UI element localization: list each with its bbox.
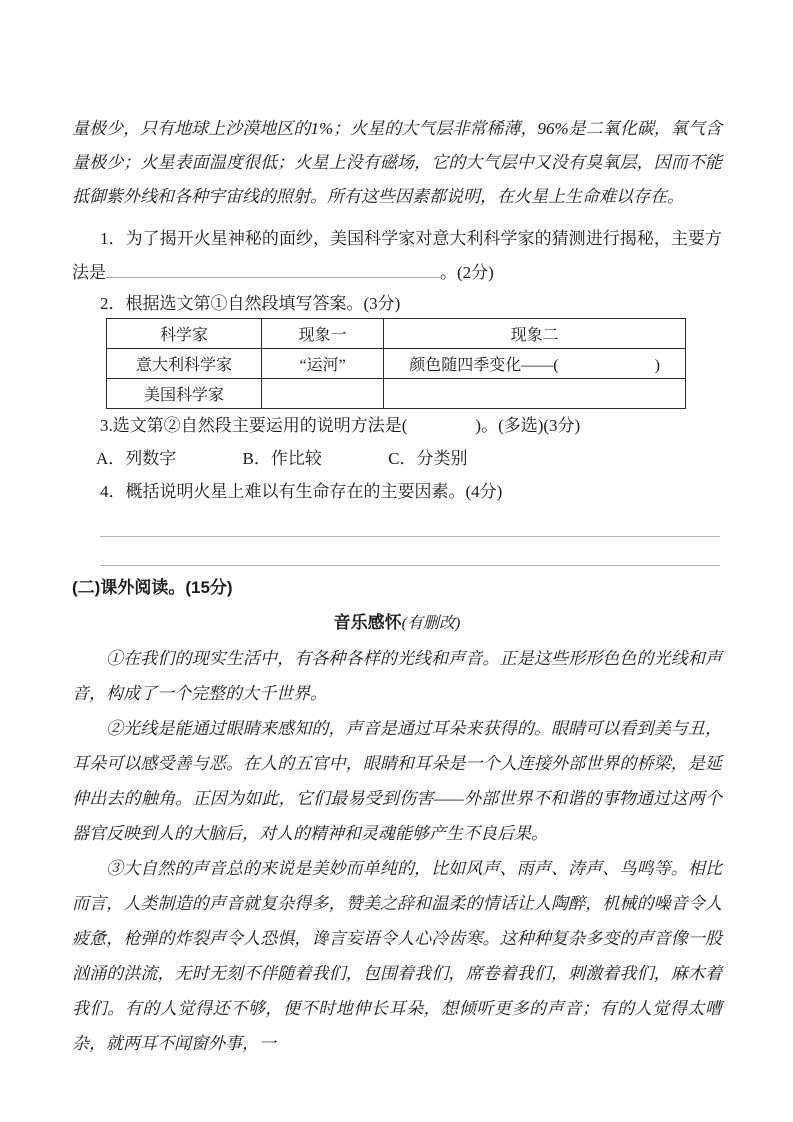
essay-paragraph-2: ②光线是能通过眼睛来感知的，声音是通过耳朵来获得的。眼睛可以看到美与丑，耳朵可以感受善与恶。在人的五官中，眼睛和耳朵是一个人连接外部世界的桥梁，是延伸出去的触角。正因为如此，它们最易受到伤害——外部世界不和谐的事物通过这两个器官反映到人的大脑后，对人的精神和灵魂能够产生不良后果。 (72, 719, 722, 843)
table-cell-empty-blank-2[interactable] (384, 379, 686, 409)
question-4-answer-line-1[interactable] (100, 508, 720, 537)
question-1 (72, 222, 722, 290)
table-header-row (107, 319, 686, 349)
essay-paragraph-1: ①在我们的现实生活中，有各种各样的光线和声音。正是这些形形色色的光线和声音，构成了一个完整的大千世界。 (72, 649, 722, 703)
essay-paragraph-3: ③大自然的声音总的来说是美妙而单纯的，比如风声、雨声、涛声、鸟鸣等。相比而言，人类制造的声音就复杂得多，赞美之辞和温柔的情话让人陶醉，机械的噪音令人疲惫，枪弹的炸裂声令人恐惧，谗言妄语令人心冷齿寒。这种种复杂多变的声音像一股汹涌的洪流，无时无刻不伴随着我们，包围着我们，席卷着我们，刺激着我们，麻木着我们。有的人觉得还不够，便不时地伸长耳朵，想倾听更多的声音；有的人觉得太嘈杂，就两耳不闻窗外事，一 (72, 859, 722, 1053)
essay-title-text: 音乐感怀 (333, 613, 402, 632)
question-3: 3.选文第②自然段主要运用的说明方法是( )。(多选)(3分) (100, 416, 581, 435)
table-row (107, 379, 686, 409)
question-1-answer-blank[interactable] (106, 263, 440, 278)
question-1-points: 。(2分) (440, 263, 494, 282)
question-1-text: 1．为了揭开火星神秘的面纱，美国科学家对意大利科学家的猜测进行揭秘，主要方法是 (72, 229, 722, 282)
table-header-scientist: 科学家 (107, 319, 262, 349)
option-b[interactable]: B．作比较 (242, 449, 322, 468)
table-cell-italian-scientist: 意大利科学家 (107, 349, 262, 379)
table-cell-color-change-blank[interactable]: 颜色随四季变化——( ) (384, 349, 686, 379)
essay-title (72, 605, 722, 641)
option-c[interactable]: C．分类别 (388, 449, 468, 468)
question-4: 4．概括说明火星上难以有生命存在的主要因素。(4分) (100, 482, 503, 501)
question-3-options (96, 442, 722, 475)
mars-passage-continuation: 量极少，只有地球上沙漠地区的1%；火星的大气层非常稀薄，96%是二氧化碳，氧气含量极少；火星表面温度很低；火星上没有磁场，它的大气层中又没有臭氧层，因而不能抵御紫外线和各种宇宙线的照射。所有这些因素都说明，在火星上生命难以存在。 (72, 119, 722, 206)
table-header-phenomenon-1: 现象一 (261, 319, 383, 349)
table-header-phenomenon-2: 现象二 (384, 319, 686, 349)
question-2: 2．根据选文第①自然段填写答案。(3分) (100, 294, 401, 313)
section-2-heading: (二)课外阅读。(15分) (72, 578, 233, 597)
worksheet-content (72, 112, 722, 1061)
option-a[interactable]: A．列数字 (96, 449, 177, 468)
table-cell-canal: “运河” (261, 349, 383, 379)
table-row (107, 349, 686, 379)
phenomena-table (106, 318, 686, 409)
essay-title-note: (有删改) (401, 615, 461, 632)
table-cell-american-scientist: 美国科学家 (107, 379, 262, 409)
table-cell-empty-blank-1[interactable] (261, 379, 383, 409)
question-4-answer-line-2[interactable] (100, 537, 720, 566)
